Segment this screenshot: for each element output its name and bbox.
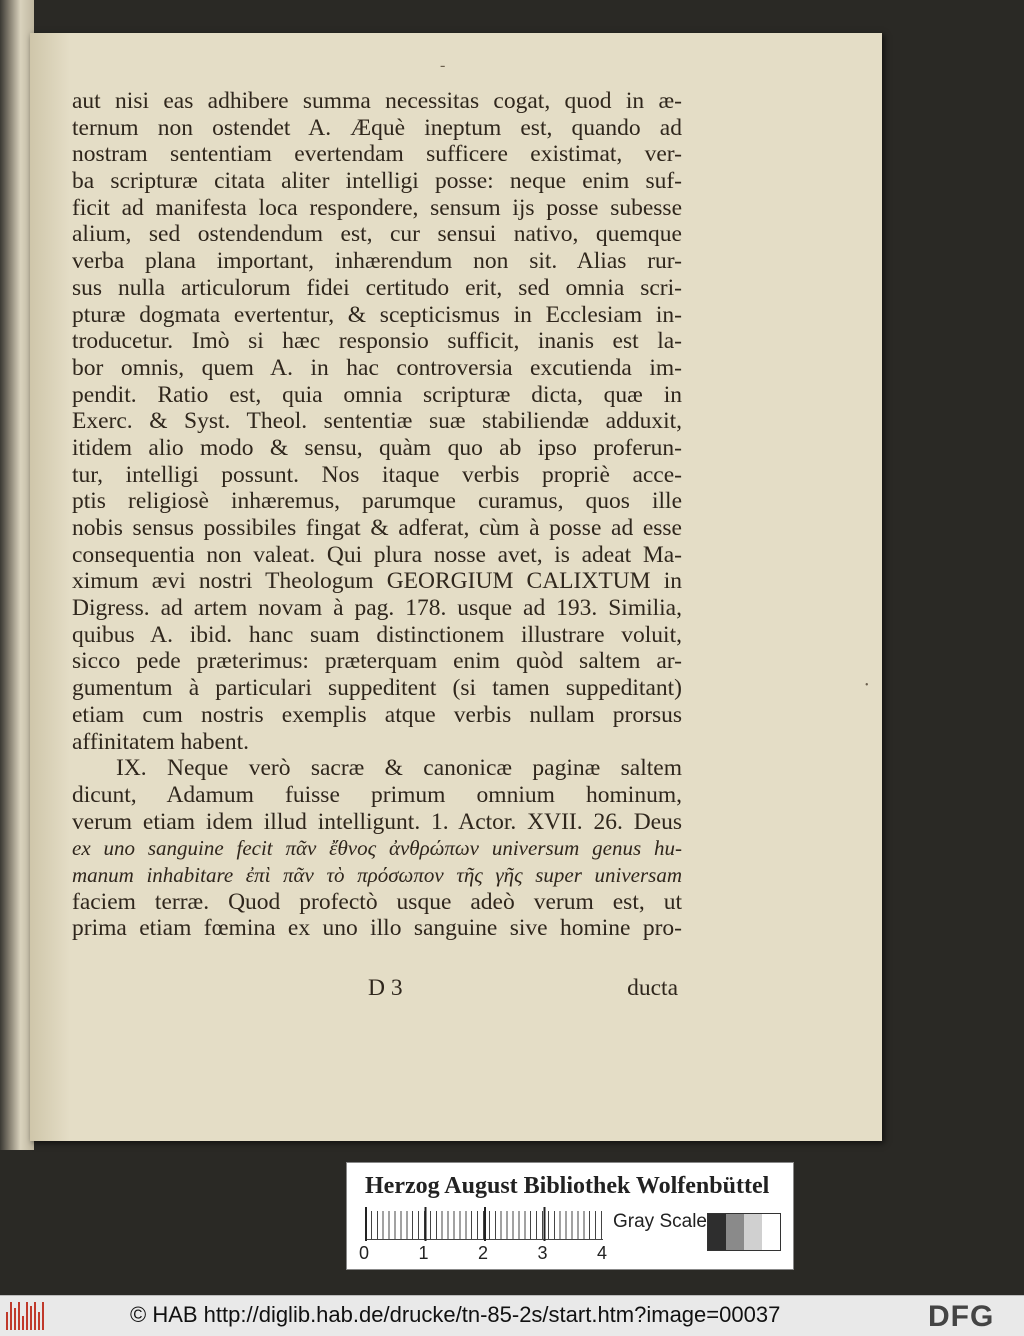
text-line: ternum non ostendet A. Æquè ineptum est, quando ad — [72, 114, 682, 141]
ruler-number: 2 — [478, 1243, 489, 1263]
text-line: dicunt, Adamum fuisse primum omnium hominum, — [72, 781, 682, 808]
text-line: etiam cum nostris exemplis atque verbis nullam prorsus — [72, 701, 682, 728]
paper-speck: • — [865, 680, 869, 691]
text-line: quibus A. ibid. hanc suam distinctionem illustrare voluit, — [72, 621, 682, 648]
barcode-bar — [14, 1308, 16, 1330]
barcode-bar — [18, 1302, 20, 1330]
barcode-bar — [34, 1302, 36, 1330]
text-line: ficit ad manifesta loca respondere, sensum ijs posse subesse — [72, 194, 682, 221]
source-url-text[interactable]: © HAB http://diglib.hab.de/drucke/tn-85-2s/start.htm?image=00037 — [130, 1302, 781, 1327]
gray-scale-label: Gray Scale — [613, 1211, 707, 1232]
ruler-number: 0 — [359, 1243, 370, 1263]
ruler-number: 3 — [537, 1243, 548, 1263]
text-line: ba scripturæ citata aliter intelligi posse: neque enim suf- — [72, 168, 682, 195]
barcode-bar — [22, 1316, 24, 1330]
page-text-block — [72, 88, 682, 942]
text-line: ptis religiosè inhæremus, parumque curamus, quos ille — [72, 488, 682, 515]
library-scale-card — [346, 1162, 794, 1270]
signature-mark: D 3 — [368, 975, 403, 1001]
library-name: Herzog August Bibliothek Wolfenbüttel — [365, 1173, 770, 1199]
gray-scale-swatch — [707, 1213, 781, 1251]
barcode-icon — [6, 1302, 46, 1330]
dfg-logo: DFG — [928, 1300, 995, 1333]
dash-mark: - — [440, 57, 446, 74]
text-line: ximum ævi nostri Theologum GEORGIUM CALIXTUM in — [72, 568, 682, 595]
gray-swatch-cell — [708, 1214, 726, 1250]
text-line: sicco pede præterimus: præterquam enim quòd saltem ar- — [72, 648, 682, 675]
text-line: nobis sensus possibiles fingat & adferat, cùm à posse ad esse — [72, 515, 682, 541]
text-line: verum etiam idem illud intelligunt. 1. Actor. XVII. 26. Deus — [72, 808, 682, 835]
text-line: Digress. ad artem novam à pag. 178. usque ad 193. Similia, — [72, 595, 682, 622]
ruler-number: 1 — [418, 1243, 429, 1263]
text-line: faciem terræ. Quod profectò usque adeò verum est, ut — [72, 888, 682, 915]
text-line: troducetur. Imò si hæc responsio sufficit, inanis est la- — [72, 328, 682, 355]
book-edge — [0, 0, 34, 1150]
text-line: bor omnis, quem A. in hac controversia excutienda im- — [72, 354, 682, 381]
barcode-bar — [38, 1312, 40, 1330]
text-line: ex uno sanguine fecit πᾶν ἔθνος ἀνθρώπων universum genus hu- — [72, 836, 682, 861]
page-gutter-shadow — [30, 33, 70, 1141]
gray-swatch-cell — [762, 1214, 780, 1250]
text-line: tur, intelligi possunt. Nos itaque verbis propriè acce- — [72, 461, 682, 488]
text-line: itidem alio modo & sensu, quàm quo ab ipso proferun- — [72, 434, 682, 461]
barcode-bar — [6, 1312, 8, 1330]
page-catchline — [368, 975, 678, 1002]
footer-bar — [0, 1295, 1024, 1336]
text-line: nostram sententiam evertendam sufficere existimat, ver- — [72, 141, 682, 168]
catchword: ducta — [627, 975, 678, 1001]
text-line: aut nisi eas adhibere summa necessitas cogat, quod in æ- — [72, 88, 682, 114]
text-line: manum inhabitare ἐπὶ πᾶν τὸ πρόσωπον τῆς γῆς super universam — [72, 862, 682, 887]
text-line: prima etiam fœmina ex uno illo sanguine sive homine pro- — [72, 915, 682, 942]
text-line: IX. Neque verò sacræ & canonicæ paginæ saltem — [116, 755, 682, 782]
ruler-number: 4 — [597, 1243, 608, 1263]
text-line: pturæ dogmata evertentur, & scepticismus in Ecclesiam in- — [72, 301, 682, 328]
ruler-numbers — [359, 1243, 619, 1263]
gray-swatch-cell — [726, 1214, 744, 1250]
barcode-bar — [26, 1302, 28, 1330]
text-line: alium, sed ostendendum est, cur sensui nativo, quemque — [72, 221, 682, 248]
text-line: affinitatem habent. — [72, 728, 250, 755]
text-line: Exerc. & Syst. Theol. sententiæ suæ stabiliendæ adduxit, — [72, 408, 682, 435]
barcode-bar — [10, 1302, 12, 1330]
gray-swatch-cell — [744, 1214, 762, 1250]
ruler-major-ticks — [365, 1207, 603, 1241]
text-line: gumentum à particulari suppeditent (si tamen suppeditant) — [72, 675, 682, 702]
text-line: sus nulla articulorum fidei certitudo erit, sed omnia scri- — [72, 274, 682, 301]
text-line: pendit. Ratio est, quia omnia scripturæ dicta, quæ in — [72, 381, 682, 408]
text-line: verba plana important, inhærendum non sit. Alias rur- — [72, 248, 682, 275]
barcode-bar — [30, 1306, 32, 1330]
text-line: consequentia non valeat. Qui plura nosse avet, is adeat Ma- — [72, 541, 682, 568]
barcode-bar — [42, 1302, 44, 1330]
